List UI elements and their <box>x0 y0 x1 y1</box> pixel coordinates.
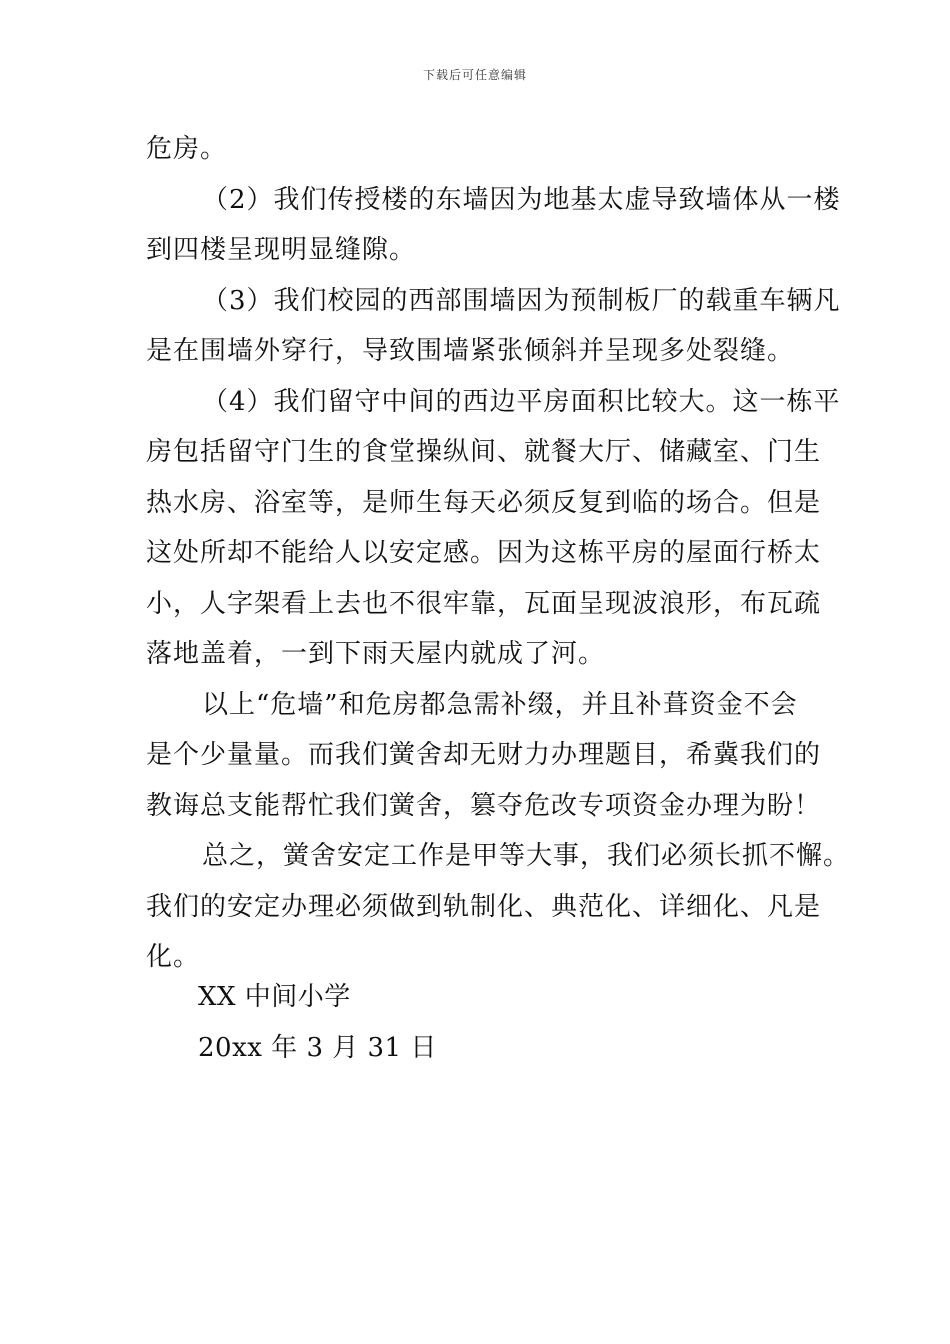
paragraph-line: 落地盖着，一到下雨天屋内就成了河。 <box>146 639 606 669</box>
document-date: 20xx 年 3 月 31 日 <box>198 1032 437 1063</box>
paragraph-line: 教诲总支能帮忙我们黉舍，篡夺危改专项资金办理为盼！ <box>146 790 822 821</box>
document-body <box>146 124 851 983</box>
paragraph-line: 热水房、浴室等，是师生每天必须反复到临的场合。但是 <box>146 487 822 518</box>
paragraph-line: 总之，黉舍安定工作是甲等大事，我们必须长抓不懈。 <box>202 841 851 871</box>
paragraph-line: 小，人字架看上去也不很牢靠，瓦面呈现波浪形，布瓦疏 <box>146 588 822 619</box>
paragraph-line: （3）我们校园的西部围墙因为预制板厂的载重车辆凡 <box>202 285 841 316</box>
signature-block <box>198 972 437 1073</box>
paragraph-line: 危房。 <box>146 134 228 164</box>
paragraph-line: （2）我们传授楼的东墙因为地基太虚导致墙体从一楼 <box>202 184 841 215</box>
school-name: XX 中间小学 <box>198 982 351 1012</box>
paragraph-line: （4）我们留守中间的西边平房面积比较大。这一栋平 <box>202 386 841 417</box>
paragraph-line: 以上“危墙”和危房都急需补缀，并且补葺资金不会 <box>202 689 798 720</box>
paragraph-line: 我们的安定办理必须做到轨制化、典范化、详细化、凡是 <box>146 891 822 922</box>
paragraph-line: 房包括留守门生的食堂操纵间、就餐大厅、储藏室、门生 <box>146 437 822 467</box>
paragraph-line: 到四楼呈现明显缝隙。 <box>146 235 417 265</box>
header-note: 下载后可任意编辑 <box>422 68 527 82</box>
paragraph-line: 这处所却不能给人以安定感。因为这栋平房的屋面行桥太 <box>146 538 822 568</box>
paragraph-line: 是个少量量。而我们黉舍却无财力办理题目，希冀我们的 <box>146 740 822 770</box>
paragraph-line: 化。 <box>146 942 201 972</box>
paragraph-line: 是在围墙外穿行，导致围墙紧张倾斜并呈现多处裂缝。 <box>146 336 795 366</box>
